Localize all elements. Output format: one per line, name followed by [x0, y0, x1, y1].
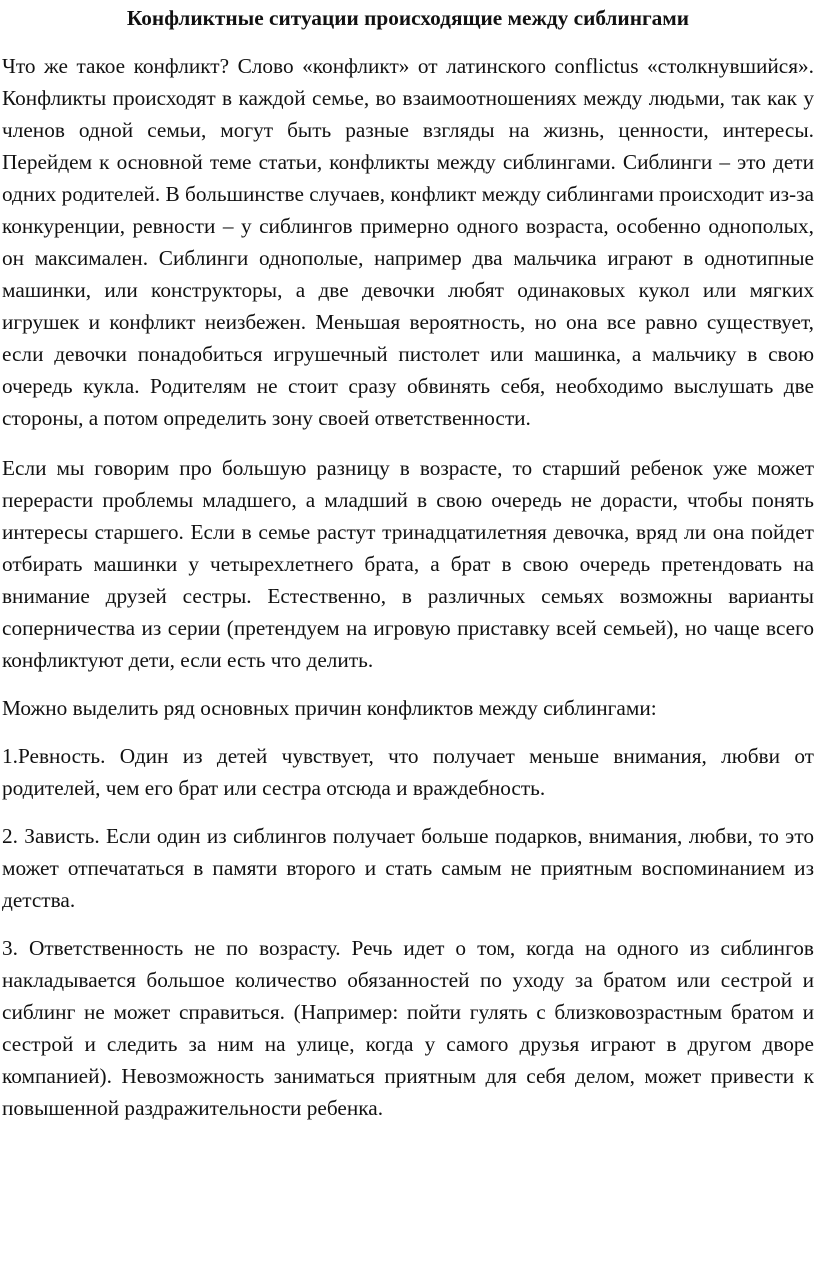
paragraph-cause-jealousy: 1.Ревность. Один из детей чувствует, что получает меньше внимания, любви от родителей, чем его брат или сестра отсюда и враждебность. [2, 744, 814, 800]
paragraph-cause-envy: 2. Зависть. Если один из сиблингов получает больше подарков, внимания, любви, то это может отпечататься в памяти второго и стать самым не приятным воспоминанием из детства. [2, 824, 814, 912]
paragraph-causes-intro: Можно выделить ряд основных причин конфликтов между сиблингами: [2, 696, 657, 720]
paragraph-age-difference: Если мы говорим про большую разницу в возрасте, то старший ребенок уже может перерасти проблемы младшего, а младший в свою очередь не дорасти, чтобы понять интересы старшего. Если в семье растут тринадцатилетняя девочка, вряд ли она пойдет отбирать машинки у четырехлетнего брата, а брат в свою очередь претендовать на внимание друзей сестры. Естественно, в различных семьях возможны варианты соперничества из серии (претендуем на игровую приставку всей семьей), но чаще всего конфликтуют дети, если есть что делить. [2, 456, 814, 672]
paragraph-intro: Что же такое конфликт? Слово «конфликт» от латинского conflictus «столкнувшийся». Конфликты происходят в каждой семье, во взаимоотношениях между людьми, так как у членов одной семьи, могут быть разные взгляды на жизнь, ценности, интересы. Перейдем к основной теме статьи, конфликты между сиблингами. Сиблинги – это дети одних родителей. В большинстве случаев, конфликт между сиблингами происходит из-за конкуренции, ревности – у сиблингов примерно одного возраста, особенно однополых, он максимален. Сиблинги однополые, например два мальчика играют в однотипные машинки, или конструкторы, а две девочки любят одинаковых кукол или мягких игрушек и конфликт неизбежен. Меньшая вероятность, но она все равно существует, если девочки понадобиться игрушечный пистолет или машинка, а мальчику в свою очередь кукла. Родителям не стоит сразу обвинять себя, необходимо выслушать две стороны, а потом определить зону своей ответственности. [2, 54, 814, 430]
paragraph-cause-responsibility: 3. Ответственность не по возрасту. Речь идет о том, когда на одного из сиблингов накладывается большое количество обязанностей по уходу за братом или сестрой и сиблинг не может справиться. (Например: пойти гулять с близковозрастным братом и сестрой и следить за ним на улице, когда у самого друзья играют в другом дворе компанией). Невозможность заниматься приятным для себя делом, может привести к повышенной раздражительности ребенка. [2, 936, 814, 1120]
document-title: Конфликтные ситуации происходящие между сиблингами [126, 6, 690, 30]
